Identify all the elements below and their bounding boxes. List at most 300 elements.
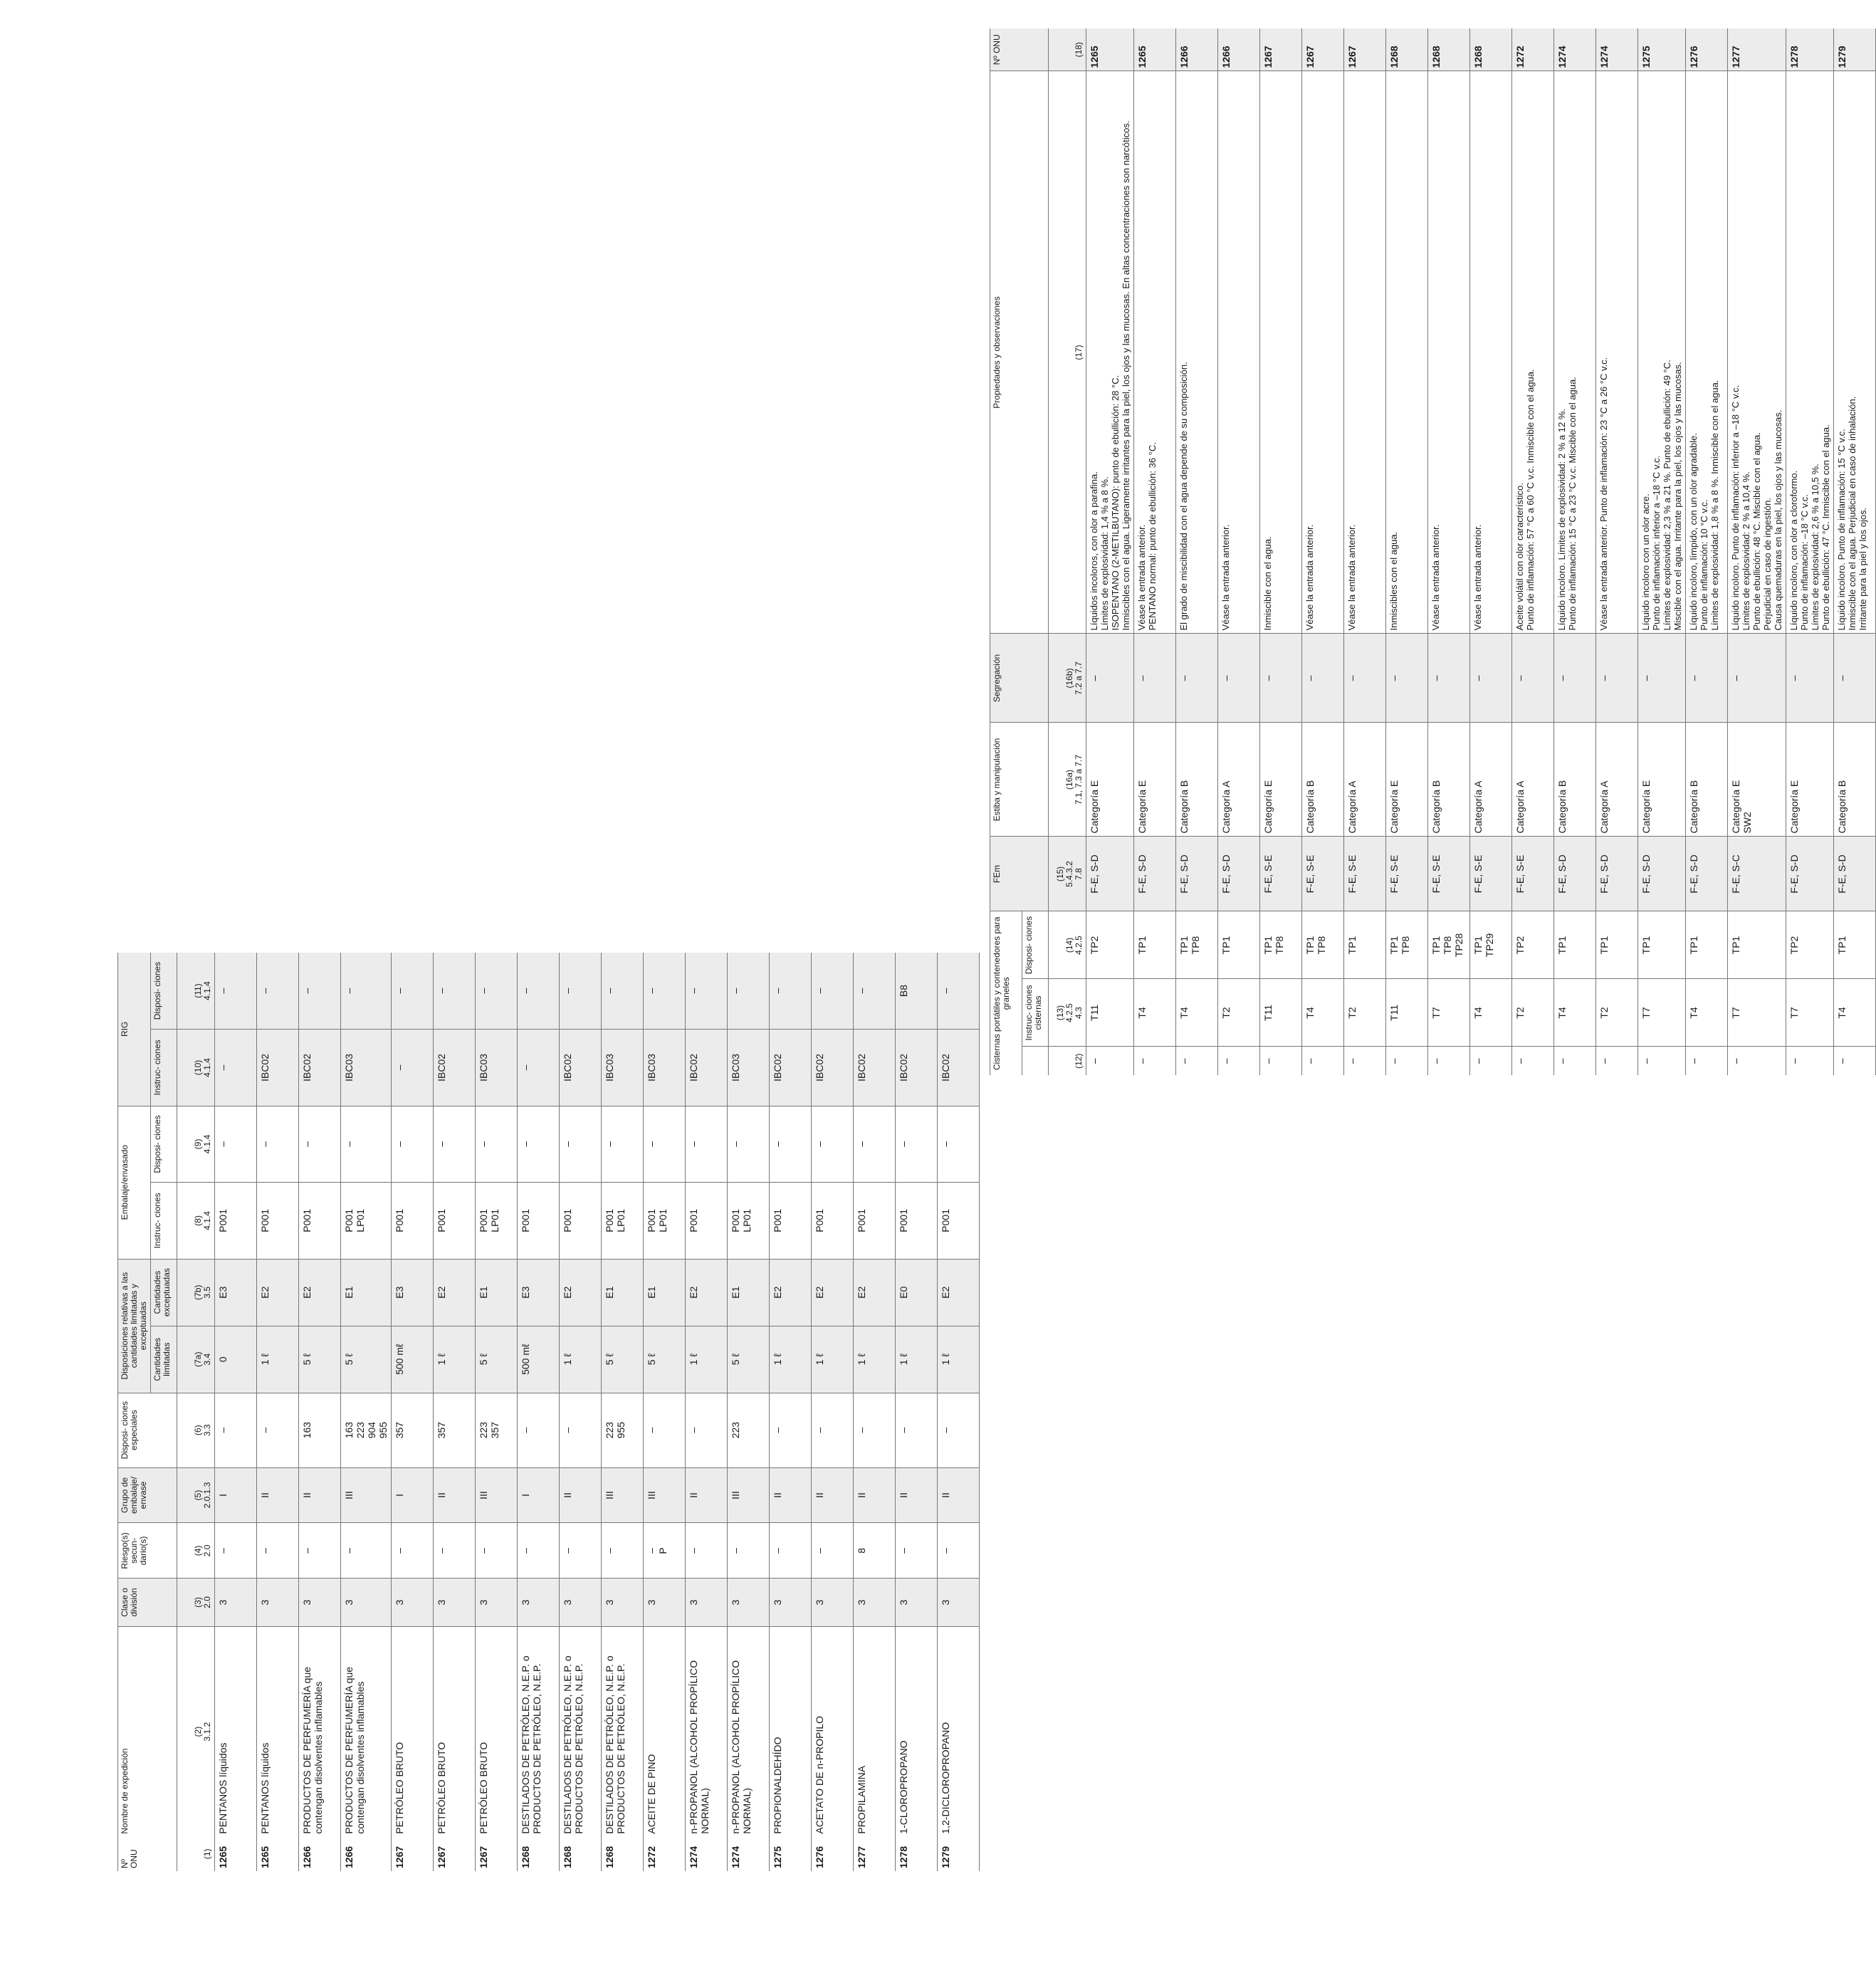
cell-stowage: Categoría A [1344, 723, 1386, 837]
table-row [1428, 28, 1470, 1075]
cell-stowage: Categoría E SW2 [1728, 723, 1786, 837]
cell-packing-instruction: P001 LP01 [476, 1183, 518, 1259]
cell-segregation: – [1512, 634, 1554, 723]
cell-special-provisions: 163 223 904 955 [341, 1393, 392, 1467]
cell-shipping-name: ACETATO DE n-PROPILO [812, 1626, 854, 1837]
cell-un-right: 1279 [1834, 28, 1876, 71]
cell-col12: – [1176, 1047, 1218, 1075]
cell-packing-instruction: P001 [896, 1183, 938, 1259]
cell-ibc-instruction: IBC03 [476, 1030, 518, 1106]
cell-un-right: 1267 [1260, 28, 1302, 71]
cell-tank-provision: TP1 TP8 [1176, 911, 1218, 979]
cell-packing-group: III [602, 1467, 644, 1523]
cell-special-provisions: 357 [434, 1393, 476, 1467]
table-row [812, 953, 854, 1871]
cell-tank-provision: TP1 [1834, 911, 1876, 979]
cell-packing-instruction: P001 [392, 1183, 434, 1259]
cell-packing-instruction: P001 [434, 1183, 476, 1259]
cell-shipping-name: PENTANOS líquidos [215, 1626, 257, 1837]
hdr-c12: (12) [1049, 1047, 1086, 1075]
cell-special-provisions: – [518, 1393, 560, 1467]
cell-ibc-provision: – [518, 953, 560, 1030]
cell-ibc-instruction: IBC02 [299, 1030, 341, 1106]
cell-packing-instruction: P001 [854, 1183, 896, 1259]
hdr-rig-dispo: Disposi- ciones [151, 953, 177, 1030]
cell-segregation: – [1554, 634, 1596, 723]
hdr-c16b: (16b) 7.2 a 7.7 [1049, 634, 1086, 723]
cell-limited-qty: 1 ℓ [770, 1326, 812, 1393]
cell-segregation: – [1596, 634, 1638, 723]
cell-properties: Líquido incoloro. Punto de inflamación: 15 °C v.c. Inmiscible con el agua. Perjudicial en caso de inhalación. Irritante para la piel y los ojos. [1834, 71, 1876, 634]
cell-packing-group: II [686, 1467, 728, 1523]
cell-subsidiary-risk: – [215, 1523, 257, 1579]
cell-packing-provision: – [518, 1106, 560, 1182]
cell-tank-instruction: T4 [1834, 979, 1876, 1047]
cell-special-provisions: 223 [728, 1393, 770, 1467]
cell-un-right: 1274 [1554, 28, 1596, 71]
cell-ems: F-E, S-D [1134, 837, 1176, 911]
cell-un: 1268 [518, 1837, 560, 1871]
cell-ibc-provision: – [770, 953, 812, 1030]
hdr-c14: (14) 4.2.5 [1049, 911, 1086, 979]
table-row [602, 953, 644, 1871]
cell-tank-instruction: T7 [1786, 979, 1834, 1047]
table-row [728, 953, 770, 1871]
hdr-estiba: Estiba y manipulación [990, 723, 1049, 837]
cell-packing-group: III [476, 1467, 518, 1523]
cell-un: 1279 [938, 1837, 980, 1871]
cell-ibc-instruction: IBC02 [938, 1030, 980, 1106]
cell-special-provisions: 223 357 [476, 1393, 518, 1467]
cell-class: 3 [476, 1579, 518, 1626]
cell-class: 3 [215, 1579, 257, 1626]
cell-tank-provision: TP2 [1786, 911, 1834, 979]
cell-un-right: 1276 [1686, 28, 1728, 71]
cell-shipping-name: n-PROPANOL (ALCOHOL PROPÍLICO NORMAL) [728, 1626, 770, 1837]
table-row [1638, 28, 1686, 1075]
cell-ibc-provision: – [644, 953, 686, 1030]
cell-shipping-name: PENTANOS líquidos [257, 1626, 299, 1837]
cell-shipping-name: 1,2-DICLOROPROPANO [938, 1626, 980, 1837]
cell-col12: – [1344, 1047, 1386, 1075]
cell-excepted-qty: E2 [560, 1259, 602, 1326]
cell-excepted-qty: E2 [938, 1259, 980, 1326]
cell-shipping-name: DESTILADOS DE PETRÓLEO, N.E.P. o PRODUCTOS DE PETRÓLEO, N.E.P. [560, 1626, 602, 1837]
cell-properties: Véase la entrada anterior. Punto de inflamación: 23 °C a 26 °C v.c. [1596, 71, 1638, 634]
cell-subsidiary-risk: 8 [854, 1523, 896, 1579]
cell-shipping-name: PRODUCTOS DE PERFUMERÍA que contengan disolventes inflamables [341, 1626, 392, 1837]
cell-un-right: 1274 [1596, 28, 1638, 71]
cell-limited-qty: 5 ℓ [476, 1326, 518, 1393]
cell-limited-qty: 1 ℓ [896, 1326, 938, 1393]
cell-stowage: Categoría B [1834, 723, 1876, 837]
cell-subsidiary-risk: – P [644, 1523, 686, 1579]
cell-ibc-provision: – [299, 953, 341, 1030]
hdr-c8: (8) 4.1.4 [177, 1183, 215, 1259]
cell-un-right: 1272 [1512, 28, 1554, 71]
cell-packing-group: II [812, 1467, 854, 1523]
cell-stowage: Categoría E [1638, 723, 1686, 837]
cell-tank-instruction: T11 [1260, 979, 1302, 1047]
cell-class: 3 [686, 1579, 728, 1626]
cell-packing-provision: – [215, 1106, 257, 1182]
cell-un: 1267 [476, 1837, 518, 1871]
cell-excepted-qty: E1 [341, 1259, 392, 1326]
table-row [1686, 28, 1728, 1075]
cell-subsidiary-risk: – [560, 1523, 602, 1579]
cell-packing-group: III [341, 1467, 392, 1523]
cell-limited-qty: 1 ℓ [257, 1326, 299, 1393]
cell-tank-instruction: T7 [1638, 979, 1686, 1047]
table-row [434, 953, 476, 1871]
cell-un-right: 1265 [1134, 28, 1176, 71]
cell-packing-group: II [854, 1467, 896, 1523]
cell-subsidiary-risk: – [812, 1523, 854, 1579]
cell-stowage: Categoría B [1176, 723, 1218, 837]
cell-un-right: 1275 [1638, 28, 1686, 71]
cell-limited-qty: 500 mℓ [518, 1326, 560, 1393]
cell-ibc-provision: – [812, 953, 854, 1030]
cell-subsidiary-risk: – [686, 1523, 728, 1579]
hdr-riesgo: Riesgo(s) secun- dario(s) [118, 1523, 177, 1579]
cell-properties: Líquido incoloro. Límites de explosividad: 2 % a 12 %. Punto de inflamación: 15 °C a 23 °C v.c. Miscible con el agua. [1554, 71, 1596, 634]
right-table-panel [990, 28, 1868, 1075]
cell-ibc-instruction: IBC02 [686, 1030, 728, 1106]
cell-segregation: – [1218, 634, 1260, 723]
cell-ibc-instruction: IBC02 [560, 1030, 602, 1106]
cell-properties: Véase la entrada anterior. [1302, 71, 1344, 634]
table-row [1302, 28, 1344, 1075]
cell-packing-group: II [434, 1467, 476, 1523]
cell-subsidiary-risk: – [602, 1523, 644, 1579]
table-row [896, 953, 938, 1871]
cell-ibc-provision: – [476, 953, 518, 1030]
cell-class: 3 [560, 1579, 602, 1626]
cell-subsidiary-risk: – [341, 1523, 392, 1579]
table-row [1554, 28, 1596, 1075]
cell-tank-instruction: T2 [1218, 979, 1260, 1047]
cell-properties: Líquido incoloro con un olor acre. Punto de inflamación: inferior a –18 °C v.c. Límites de explosividad: 2,3 % a 21 %. Punto de ebullición: 49 °C. Miscible con el agua. Irritante para la piel, los ojos y las mucosas. [1638, 71, 1686, 634]
cell-excepted-qty: E2 [770, 1259, 812, 1326]
cell-tank-provision: TP1 [1638, 911, 1686, 979]
cell-ibc-instruction: IBC02 [257, 1030, 299, 1106]
cell-stowage: Categoría E [1386, 723, 1428, 837]
cell-ems: F-E, S-E [1470, 837, 1512, 911]
cell-col12: – [1260, 1047, 1302, 1075]
hdr-c12-blank [1022, 1047, 1049, 1075]
cell-packing-provision: – [896, 1106, 938, 1182]
cell-subsidiary-risk: – [299, 1523, 341, 1579]
cell-packing-provision: – [341, 1106, 392, 1182]
cell-subsidiary-risk: – [257, 1523, 299, 1579]
cell-un-right: 1265 [1086, 28, 1134, 71]
left-table [117, 953, 980, 1871]
table-row [1260, 28, 1302, 1075]
table-row [1086, 28, 1134, 1075]
hdr-c6: (6) 3.3 [177, 1393, 215, 1467]
cell-special-provisions: – [770, 1393, 812, 1467]
hdr-c4: (4) 2.0 [177, 1523, 215, 1579]
cell-un-right: 1267 [1344, 28, 1386, 71]
cell-un: 1267 [434, 1837, 476, 1871]
cell-excepted-qty: E1 [476, 1259, 518, 1326]
cell-properties: Líquido incoloro. Punto de inflamación: inferior a –18 °C v.c. Límites de explosividad: 2 % a 10,4 %. Punto de ebullición: 48 °C. Miscible con el agua. Perjudicial en caso de ingestión. Causa quemaduras en la piel, los ojos y las mucosas. [1728, 71, 1786, 634]
cell-tank-provision: TP2 [1512, 911, 1554, 979]
cell-ems: F-E, S-D [1786, 837, 1834, 911]
cell-un: 1268 [560, 1837, 602, 1871]
hdr-c10: (10) 4.1.4 [177, 1030, 215, 1106]
table-row [476, 953, 518, 1871]
hdr-c15: (15) 5.4.3.2 7.8 [1049, 837, 1086, 911]
cell-ibc-instruction: IBC02 [434, 1030, 476, 1106]
cell-properties: Inmiscibles con el agua. [1386, 71, 1428, 634]
table-row [392, 953, 434, 1871]
cell-un-right: 1268 [1386, 28, 1428, 71]
cell-tank-instruction: T4 [1686, 979, 1728, 1047]
cell-packing-instruction: P001 [518, 1183, 560, 1259]
cell-segregation: – [1686, 634, 1728, 723]
cell-ibc-instruction: IBC03 [341, 1030, 392, 1106]
cell-stowage: Categoría B [1554, 723, 1596, 837]
cell-class: 3 [257, 1579, 299, 1626]
cell-properties: Líquido incoloro, con olor a cloroformo. Punto de inflamación: –18 °C v.c. Límites de explosividad: 2,6 % a 10,5 %. Punto de ebullición: 47 °C. Inmiscible con el agua. [1786, 71, 1834, 634]
cell-tank-instruction: T7 [1728, 979, 1786, 1047]
cell-un: 1266 [341, 1837, 392, 1871]
hdr-fem: FEm [990, 837, 1049, 911]
hdr-limitadas: Cantidades limitadas [151, 1326, 177, 1393]
cell-shipping-name: PETRÓLEO BRUTO [476, 1626, 518, 1837]
cell-properties: Aceite volátil con olor característico. Punto de inflamación: 57 °C a 60 °C v.c. Inmiscible con el agua. [1512, 71, 1554, 634]
cell-special-provisions: – [644, 1393, 686, 1467]
cell-segregation: – [1786, 634, 1834, 723]
cell-excepted-qty: E2 [854, 1259, 896, 1326]
cell-packing-instruction: P001 LP01 [602, 1183, 644, 1259]
cell-excepted-qty: E3 [518, 1259, 560, 1326]
cell-excepted-qty: E2 [257, 1259, 299, 1326]
cell-segregation: – [1470, 634, 1512, 723]
cell-tank-instruction: T7 [1428, 979, 1470, 1047]
cell-tank-provision: TP1 [1728, 911, 1786, 979]
cell-tank-provision: TP1 [1218, 911, 1260, 979]
left-table-body [215, 953, 980, 1871]
cell-ibc-provision: – [686, 953, 728, 1030]
cell-limited-qty: 5 ℓ [299, 1326, 341, 1393]
table-row [1470, 28, 1512, 1075]
cell-properties: Véase la entrada anterior. [1428, 71, 1470, 634]
cell-excepted-qty: E2 [686, 1259, 728, 1326]
cell-ems: F-E, S-D [1638, 837, 1686, 911]
cell-class: 3 [770, 1579, 812, 1626]
cell-col12: – [1638, 1047, 1686, 1075]
table-row [854, 953, 896, 1871]
cell-packing-provision: – [686, 1106, 728, 1182]
cell-col12: – [1218, 1047, 1260, 1075]
cell-un: 1267 [392, 1837, 434, 1871]
cell-special-provisions: 357 [392, 1393, 434, 1467]
table-row [560, 953, 602, 1871]
cell-properties: Líquidos incoloros, con olor a parafina. Límites de explosividad: 1,4 % a 8 %. ISOPENTANO (2-METILBUTANO): punto de ebullición: 28 °C. Inmiscibles con el agua. Ligeramente irritantes para la piel, los ojos y las mucosas. En altas concentraciones son narcóticos. [1086, 71, 1134, 634]
cell-segregation: – [1302, 634, 1344, 723]
cell-limited-qty: 5 ℓ [602, 1326, 644, 1393]
cell-col12: – [1386, 1047, 1428, 1075]
cell-tank-provision: TP1 TP8 [1302, 911, 1344, 979]
cell-packing-instruction: P001 [770, 1183, 812, 1259]
cell-subsidiary-risk: – [434, 1523, 476, 1579]
cell-packing-instruction: P001 [812, 1183, 854, 1259]
cell-ems: F-E, S-E [1344, 837, 1386, 911]
cell-ibc-instruction: IBC03 [602, 1030, 644, 1106]
cell-packing-instruction: P001 LP01 [644, 1183, 686, 1259]
cell-packing-instruction: P001 LP01 [341, 1183, 392, 1259]
cell-un-right: 1267 [1302, 28, 1344, 71]
hdr-c3: (3) 2.0 [177, 1579, 215, 1626]
cell-col12: – [1428, 1047, 1470, 1075]
cell-class: 3 [644, 1579, 686, 1626]
cell-un: 1266 [299, 1837, 341, 1871]
cell-segregation: – [1260, 634, 1302, 723]
cell-ems: F-E, S-E [1428, 837, 1470, 911]
cell-tank-instruction: T2 [1344, 979, 1386, 1047]
cell-shipping-name: n-PROPANOL (ALCOHOL PROPÍLICO NORMAL) [686, 1626, 728, 1837]
cell-ibc-instruction: IBC02 [812, 1030, 854, 1106]
hdr-limexc: Disposiciones relativas a las cantidades limitadas y exceptuadas [118, 1259, 151, 1393]
cell-packing-group: II [938, 1467, 980, 1523]
hdr-embalaje: Embalaje/envasado [118, 1106, 151, 1259]
hdr-c17: (17) [1049, 71, 1086, 634]
table-row [770, 953, 812, 1871]
cell-col12: – [1728, 1047, 1786, 1075]
cell-packing-group: II [560, 1467, 602, 1523]
cell-packing-group: III [644, 1467, 686, 1523]
cell-limited-qty: 1 ℓ [560, 1326, 602, 1393]
cell-ems: F-E, S-D [1086, 837, 1134, 911]
cell-special-provisions: 223 955 [602, 1393, 644, 1467]
cell-tank-provision: TP2 [1086, 911, 1134, 979]
hdr-c18: (18) [1049, 28, 1086, 71]
cell-subsidiary-risk: – [896, 1523, 938, 1579]
cell-limited-qty: 0 [215, 1326, 257, 1393]
cell-packing-group: II [257, 1467, 299, 1523]
cell-shipping-name: DESTILADOS DE PETRÓLEO, N.E.P. o PRODUCTOS DE PETRÓLEO, N.E.P. [602, 1626, 644, 1837]
cell-special-provisions: – [896, 1393, 938, 1467]
cell-packing-provision: – [476, 1106, 518, 1182]
cell-excepted-qty: E2 [299, 1259, 341, 1326]
cell-segregation: – [1638, 634, 1686, 723]
hdr-grupo: Grupo de embalaje/ envase [118, 1467, 177, 1523]
cell-ibc-provision: – [392, 953, 434, 1030]
cell-ibc-instruction: IBC03 [728, 1030, 770, 1106]
table-row [1344, 28, 1386, 1075]
cell-class: 3 [518, 1579, 560, 1626]
cell-packing-provision: – [434, 1106, 476, 1182]
cell-excepted-qty: E1 [602, 1259, 644, 1326]
cell-excepted-qty: E1 [728, 1259, 770, 1326]
cell-ibc-provision: B8 [896, 953, 938, 1030]
cell-subsidiary-risk: – [476, 1523, 518, 1579]
hdr-c7a: (7a) 3.4 [177, 1326, 215, 1393]
cell-special-provisions: – [257, 1393, 299, 1467]
cell-ems: F-E, S-D [1596, 837, 1638, 911]
cell-packing-group: III [728, 1467, 770, 1523]
cell-packing-provision: – [854, 1106, 896, 1182]
hdr-exceptuadas: Cantidades exceptuadas [151, 1259, 177, 1326]
cell-packing-provision: – [602, 1106, 644, 1182]
cell-un: 1265 [215, 1837, 257, 1871]
cell-class: 3 [434, 1579, 476, 1626]
cell-un-right: 1266 [1218, 28, 1260, 71]
hdr-c11: (11) 4.1.4 [177, 953, 215, 1030]
table-row [1728, 28, 1786, 1075]
cell-excepted-qty: E0 [896, 1259, 938, 1326]
cell-un-right: 1266 [1176, 28, 1218, 71]
cell-packing-instruction: P001 [938, 1183, 980, 1259]
cell-tank-provision: TP1 [1554, 911, 1596, 979]
cell-shipping-name: PROPIONALDEHÍDO [770, 1626, 812, 1837]
cell-segregation: – [1834, 634, 1876, 723]
cell-segregation: – [1176, 634, 1218, 723]
cell-tank-provision: TP1 TP8 TP28 [1428, 911, 1470, 979]
cell-subsidiary-risk: – [392, 1523, 434, 1579]
cell-ems: F-E, S-E [1512, 837, 1554, 911]
hdr-un: Nº ONU [118, 1837, 177, 1871]
cell-col12: – [1086, 1047, 1134, 1075]
cell-packing-provision: – [728, 1106, 770, 1182]
cell-ems: F-E, S-C [1728, 837, 1786, 911]
cell-limited-qty: 1 ℓ [938, 1326, 980, 1393]
cell-class: 3 [602, 1579, 644, 1626]
cell-tank-provision: TP1 [1134, 911, 1176, 979]
cell-limited-qty: 500 mℓ [392, 1326, 434, 1393]
cell-ibc-instruction: IBC02 [770, 1030, 812, 1106]
cell-ibc-provision: – [938, 953, 980, 1030]
cell-col12: – [1834, 1047, 1876, 1075]
cell-special-provisions: – [686, 1393, 728, 1467]
cell-un: 1265 [257, 1837, 299, 1871]
cell-un: 1275 [770, 1837, 812, 1871]
cell-limited-qty: 5 ℓ [644, 1326, 686, 1393]
cell-packing-instruction: P001 [215, 1183, 257, 1259]
table-row [341, 953, 392, 1871]
cell-tank-instruction: T2 [1596, 979, 1638, 1047]
hdr-clase: Clase o división [118, 1579, 177, 1626]
cell-class: 3 [299, 1579, 341, 1626]
cell-un: 1278 [896, 1837, 938, 1871]
cell-ibc-provision: – [434, 953, 476, 1030]
cell-segregation: – [1134, 634, 1176, 723]
hdr-dispesp: Disposi- ciones especiales [118, 1393, 177, 1467]
cell-un: 1276 [812, 1837, 854, 1871]
cell-un: 1268 [602, 1837, 644, 1871]
cell-ibc-provision: – [560, 953, 602, 1030]
cell-subsidiary-risk: – [938, 1523, 980, 1579]
right-table [990, 28, 1876, 1075]
cell-segregation: – [1344, 634, 1386, 723]
cell-limited-qty: 1 ℓ [686, 1326, 728, 1393]
cell-packing-instruction: P001 [257, 1183, 299, 1259]
cell-ibc-provision: – [257, 953, 299, 1030]
table-row [1834, 28, 1876, 1075]
cell-class: 3 [896, 1579, 938, 1626]
cell-properties: Véase la entrada anterior. [1470, 71, 1512, 634]
cell-un: 1272 [644, 1837, 686, 1871]
cell-ibc-instruction: IBC02 [854, 1030, 896, 1106]
cell-properties: Líquido incoloro, límpido, con un olor agradable. Punto de inflamación: 10 °C v.c. Límites de explosividad: 1,8 % a 8 %. Inmiscible con el agua. [1686, 71, 1728, 634]
cell-col12: – [1786, 1047, 1834, 1075]
cell-special-provisions: – [854, 1393, 896, 1467]
cell-packing-provision: – [257, 1106, 299, 1182]
table-row [1786, 28, 1834, 1075]
table-row [1134, 28, 1176, 1075]
